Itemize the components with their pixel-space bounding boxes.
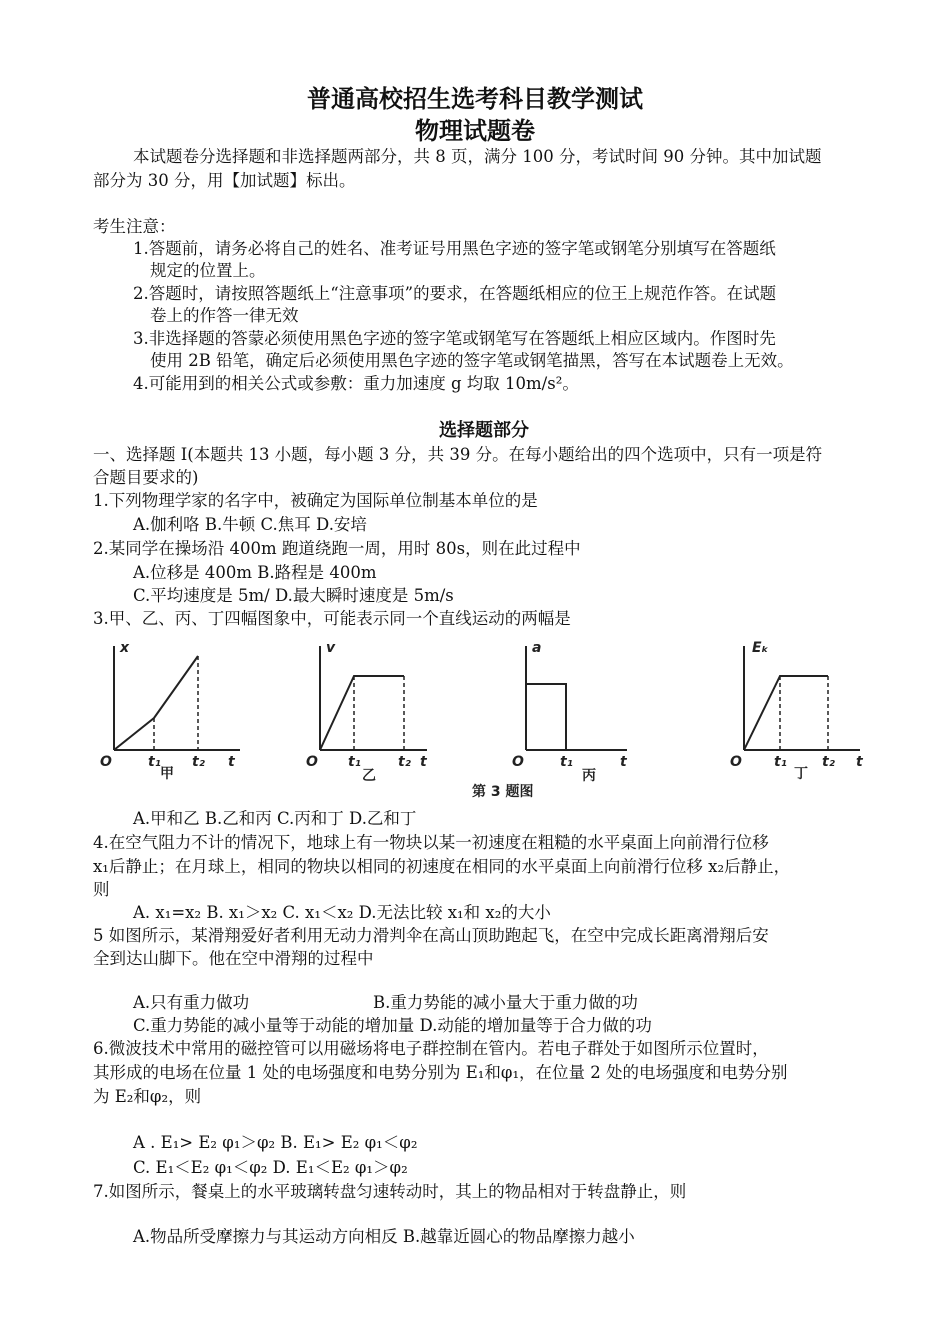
- graph4-ylabel: Eₖ: [752, 640, 769, 656]
- notice-item-3-cont: 使用 2B 铅笔，确定后必须使用黑色字迹的签字笔或钢笔描黑，答写在本试题卷上无效。: [150, 351, 794, 370]
- q7-options-ab: A.物品所受摩擦力与其运动方向相反 B.越靠近圆心的物品摩擦力越小: [133, 1227, 635, 1246]
- q6-line-1: 6.微波技术中常用的磁控管可以用磁场将电子群控制在管内。若电子群处于如图所示位置时，: [93, 1039, 769, 1058]
- graph4-t1: t₁: [774, 754, 787, 770]
- q5-line-1: 5 如图所示，某滑翔爱好者利用无动力滑判伞在高山顶助跑起飞，在空中完成长距离滑翔后安: [93, 926, 769, 945]
- graph2-t1: t₁: [348, 754, 361, 770]
- graph3-curve: [526, 684, 566, 750]
- graph4-origin: O: [730, 754, 742, 770]
- graph3-ylabel: a: [532, 640, 542, 656]
- graph3-name: 丙: [582, 768, 596, 784]
- exam-subtitle: 物理试题卷: [415, 116, 535, 145]
- section-title: 选择题部分: [439, 420, 529, 441]
- part1-line-2: 合题目要求的): [93, 468, 199, 487]
- q1-options: A.伽利咯 B.牛顿 C.焦耳 D.安培: [133, 515, 367, 534]
- graph3-origin: O: [512, 754, 524, 770]
- q3-graphs-svg: [92, 628, 882, 806]
- q5-line-2: 全到达山脚下。他在空中滑翔的过程中: [93, 949, 374, 968]
- q1-stem: 1.下列物理学家的名字中，被确定为国际单位制基本单位的是: [93, 491, 538, 510]
- graph4-name: 丁: [794, 766, 808, 782]
- q2-options-cd: C.平均速度是 5m/ D.最大瞬时速度是 5m/s: [133, 586, 454, 605]
- notice-item-1: 1.答题前，请务必将自己的姓名、准考证号用黑色字迹的签字笔或钢笔分别填写在答题纸: [133, 239, 776, 258]
- q4-line-3: 则: [93, 880, 110, 899]
- graph3-xlabel: t: [620, 754, 627, 770]
- q7-stem: 7.如图所示，餐桌上的水平玻璃转盘匀速转动时，其上的物品相对于转盘静止，则: [93, 1182, 687, 1201]
- q6-line-3: 为 E₂和φ₂，则: [93, 1087, 202, 1106]
- q5-options-cd: C.重力势能的减小量等于动能的增加量 D.动能的增加量等于合力做的功: [133, 1016, 652, 1035]
- q4-line-1: 4.在空气阻力不计的情况下，地球上有一物块以某一初速度在粗糙的水平桌面上向前滑行位移: [93, 833, 769, 852]
- graph1-origin: O: [100, 754, 112, 770]
- part1-line-1: 一、选择题 I(本题共 13 小题，每小题 3 分，共 39 分。在每小题给出的四个选项中，只有一项是符: [93, 445, 823, 464]
- graph2-xlabel: t: [420, 754, 427, 770]
- exam-title: 普通高校招生选考科目教学测试: [307, 84, 643, 113]
- q5-option-b: B.重力势能的减小量大于重力做的功: [373, 993, 638, 1012]
- intro-line-1: 本试题卷分选择题和非选择题两部分，共 8 页，满分 100 分，考试时间 90 分钟。其中加试题: [133, 147, 822, 166]
- graph2-ylabel: v: [326, 640, 336, 656]
- q6-line-2: 其形成的电场在位量 1 处的电场强度和电势分别为 E₁和φ₁，在位量 2 处的电场强度和电势分别: [93, 1063, 788, 1082]
- notice-item-4: 4.可能用到的相关公式或参敷：重力加速度 g 均取 10m/s²。: [133, 374, 579, 393]
- q6-options-cd: C. E₁＜E₂ φ₁＜φ₂ D. E₁＜E₂ φ₁＞φ₂: [133, 1158, 408, 1177]
- q3-stem: 3.甲、乙、丙、丁四幅图象中，可能表示同一个直线运动的两幅是: [93, 609, 571, 628]
- notice-item-2-cont: 卷上的作答一律无效: [150, 306, 299, 325]
- notice-heading: 考生注意：: [93, 217, 176, 236]
- graph2-t2: t₂: [398, 754, 411, 770]
- graph2-origin: O: [306, 754, 318, 770]
- q5-option-a: A.只有重力做功: [133, 993, 250, 1012]
- graph4-curve: [744, 676, 828, 750]
- notice-item-3: 3.非选择题的答蒙必须使用黑色字迹的签字笔或钢笔写在答题纸上相应区域内。作图时先: [133, 329, 776, 348]
- graph1-curve: [114, 656, 198, 750]
- graph1-xlabel: t: [228, 754, 235, 770]
- graph2-name: 乙: [362, 768, 376, 784]
- graph3-t1: t₁: [560, 754, 573, 770]
- graph1-t1: t₁: [148, 754, 161, 770]
- q3-figure: [92, 628, 882, 810]
- q2-options-ab: A.位移是 400m B.路程是 400m: [133, 563, 377, 582]
- q4-options: A. x₁=x₂ B. x₁＞x₂ C. x₁＜x₂ D.无法比较 x₁和 x₂的大小: [133, 903, 551, 922]
- q6-options-ab: A . E₁> E₂ φ₁＞φ₂ B. E₁> E₂ φ₁＜φ₂: [133, 1133, 418, 1152]
- notice-item-1-cont: 规定的位置上。: [150, 261, 266, 280]
- q2-stem: 2.某同学在操场沿 400m 跑道绕跑一周，用时 80s，则在此过程中: [93, 539, 581, 558]
- intro-line-2: 部分为 30 分，用【加试题】标出。: [93, 171, 356, 190]
- graph1-t2: t₂: [192, 754, 205, 770]
- graph1-ylabel: x: [120, 640, 130, 656]
- graph2-curve: [320, 676, 404, 750]
- figure-caption: 第 3 题图: [472, 784, 534, 800]
- q4-line-2: x₁后静止；在月球上，相同的物块以相同的初速度在相同的水平桌面上向前滑行位移 x₂后静止，: [93, 857, 791, 876]
- graph1-name: 甲: [160, 766, 174, 782]
- q3-options: A.甲和乙 B.乙和丙 C.丙和丁 D.乙和丁: [133, 809, 417, 828]
- graph4-xlabel: t: [856, 754, 863, 770]
- notice-item-2: 2.答题时，请按照答题纸上“注意事项”的要求，在答题纸相应的位王上规范作答。在试题: [133, 284, 777, 303]
- graph4-t2: t₂: [822, 754, 835, 770]
